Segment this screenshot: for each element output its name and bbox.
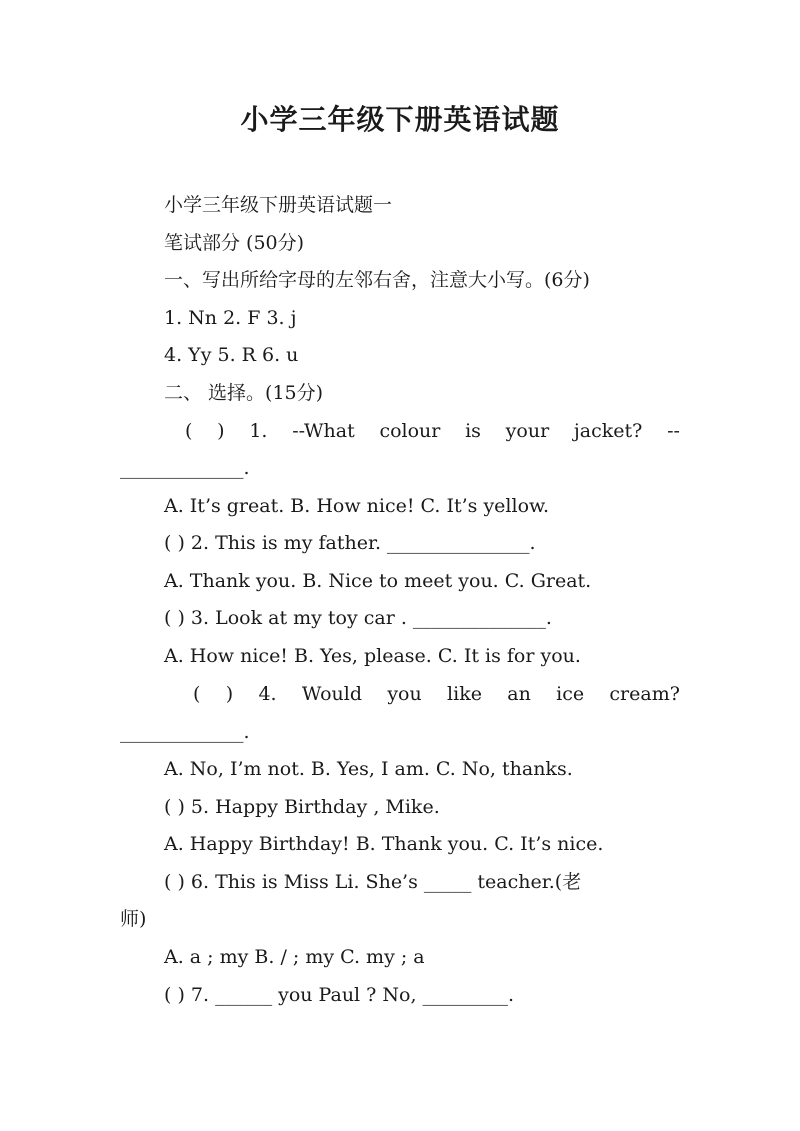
question-4-word: ( bbox=[193, 683, 201, 705]
question-4-word: an bbox=[507, 683, 531, 705]
question-heading-1: 一、写出所给字母的左邻右舍，注意大小写。(6分) bbox=[164, 269, 590, 291]
question-4-word: ) bbox=[225, 683, 234, 705]
question-1-word: -- bbox=[667, 420, 680, 442]
section-heading: 小学三年级下册英语试题一 bbox=[164, 194, 393, 216]
letter-row-1: 1. Nn 2. F 3. j bbox=[164, 307, 297, 329]
question-1-word: --What bbox=[292, 420, 355, 442]
question-4-word: 4. bbox=[258, 683, 277, 705]
question-1-word: jacket? bbox=[573, 420, 643, 442]
document-title: 小学三年级下册英语试题 bbox=[240, 103, 560, 136]
question-6: ( ) 6. This is Miss Li. She’s _____ teacher.(老 bbox=[164, 871, 582, 893]
options-3: A. How nice! B. Yes, please. C. It is for you. bbox=[164, 645, 581, 667]
question-1-word: ) bbox=[217, 420, 225, 442]
question-1-word: ( bbox=[185, 420, 193, 442]
question-1-word: is bbox=[465, 420, 481, 442]
question-1-word: 1. bbox=[249, 420, 268, 442]
options-5: A. Happy Birthday! B. Thank you. C. It’s nice. bbox=[164, 833, 604, 855]
letter-row-2: 4. Yy 5. R 6. u bbox=[164, 344, 299, 366]
question-1-word: your bbox=[505, 420, 550, 442]
question-1-word: colour bbox=[379, 420, 441, 442]
options-6: A. a ; my B. / ; my C. my ; a bbox=[164, 946, 425, 968]
answer-blank-1: _____________. bbox=[120, 457, 250, 479]
options-1: A. It’s great. B. How nice! C. It’s yellow. bbox=[164, 495, 550, 517]
question-3: ( ) 3. Look at my toy car . ______________. bbox=[164, 607, 552, 629]
question-4-word: Would bbox=[301, 683, 363, 705]
question-6-continued: 师) bbox=[120, 908, 147, 930]
question-4 bbox=[193, 682, 680, 706]
question-4-word: ice bbox=[556, 683, 585, 705]
options-4: A. No, I’m not. B. Yes, I am. C. No, thanks. bbox=[164, 758, 573, 780]
question-4-word: like bbox=[447, 683, 482, 705]
question-4-word: you bbox=[387, 683, 422, 705]
section-subheading: 笔试部分 (50分) bbox=[164, 232, 305, 254]
question-4-word: cream? bbox=[609, 683, 680, 705]
question-2: ( ) 2. This is my father. _______________. bbox=[164, 532, 536, 554]
options-2: A. Thank you. B. Nice to meet you. C. Great. bbox=[164, 570, 592, 592]
question-heading-2: 二、 选择。(15分) bbox=[164, 382, 324, 404]
question-7: ( ) 7. ______ you Paul ? No, _________. bbox=[164, 984, 515, 1006]
answer-blank-4: _____________. bbox=[120, 721, 250, 743]
question-5: ( ) 5. Happy Birthday , Mike. bbox=[164, 796, 440, 818]
question-1 bbox=[185, 419, 680, 443]
